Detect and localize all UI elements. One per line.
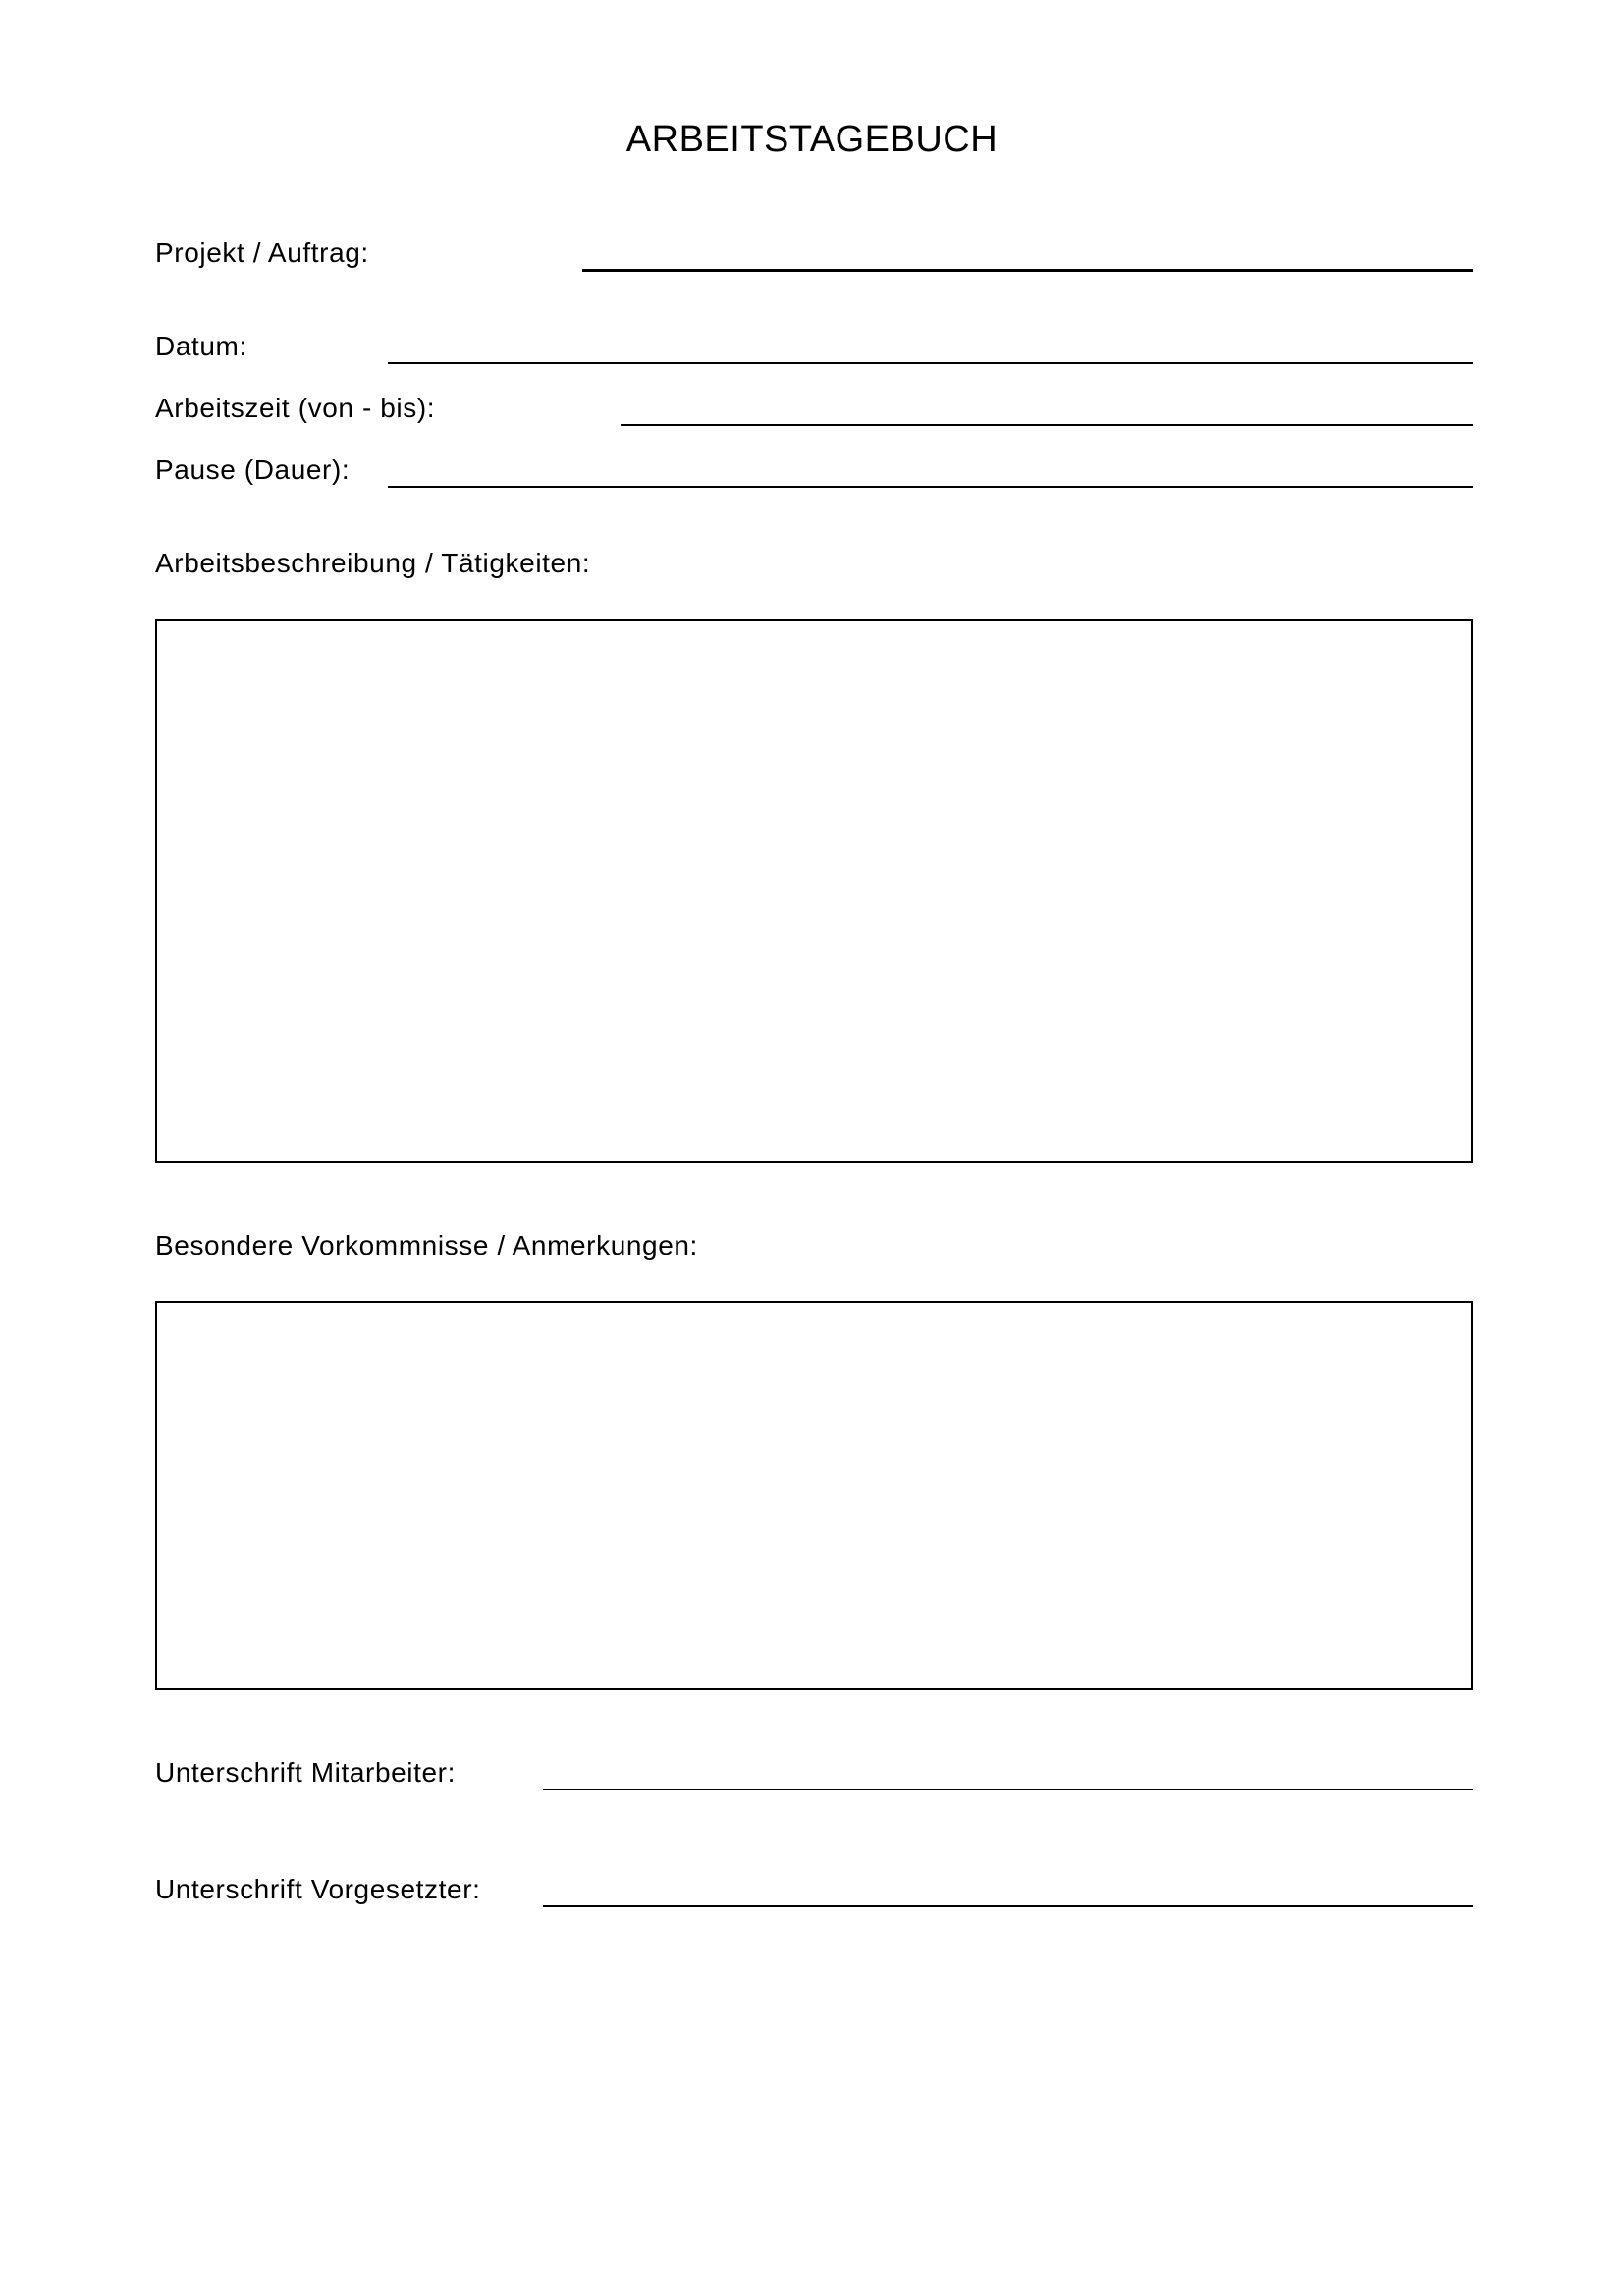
project-label: Projekt / Auftrag: bbox=[155, 238, 369, 268]
document-title: ARBEITSTAGEBUCH bbox=[625, 119, 999, 160]
working-time-label: Arbeitszeit (von - bis): bbox=[155, 393, 436, 423]
date-field[interactable] bbox=[388, 362, 1473, 364]
supervisor-signature-label: Unterschrift Vorgesetzter: bbox=[155, 1874, 481, 1904]
working-time-field[interactable] bbox=[621, 424, 1473, 426]
project-field[interactable] bbox=[582, 269, 1473, 272]
date-label: Datum: bbox=[155, 331, 247, 361]
remarks-label: Besondere Vorkommnisse / Anmerkungen: bbox=[155, 1230, 698, 1260]
break-field[interactable] bbox=[388, 486, 1473, 488]
supervisor-signature-field[interactable] bbox=[543, 1905, 1473, 1907]
employee-signature-label: Unterschrift Mitarbeiter: bbox=[155, 1757, 456, 1788]
work-description-box[interactable] bbox=[155, 619, 1473, 1163]
work-description-label: Arbeitsbeschreibung / Tätigkeiten: bbox=[155, 548, 591, 578]
remarks-box[interactable] bbox=[155, 1301, 1473, 1690]
employee-signature-field[interactable] bbox=[543, 1789, 1473, 1790]
break-label: Pause (Dauer): bbox=[155, 454, 351, 485]
